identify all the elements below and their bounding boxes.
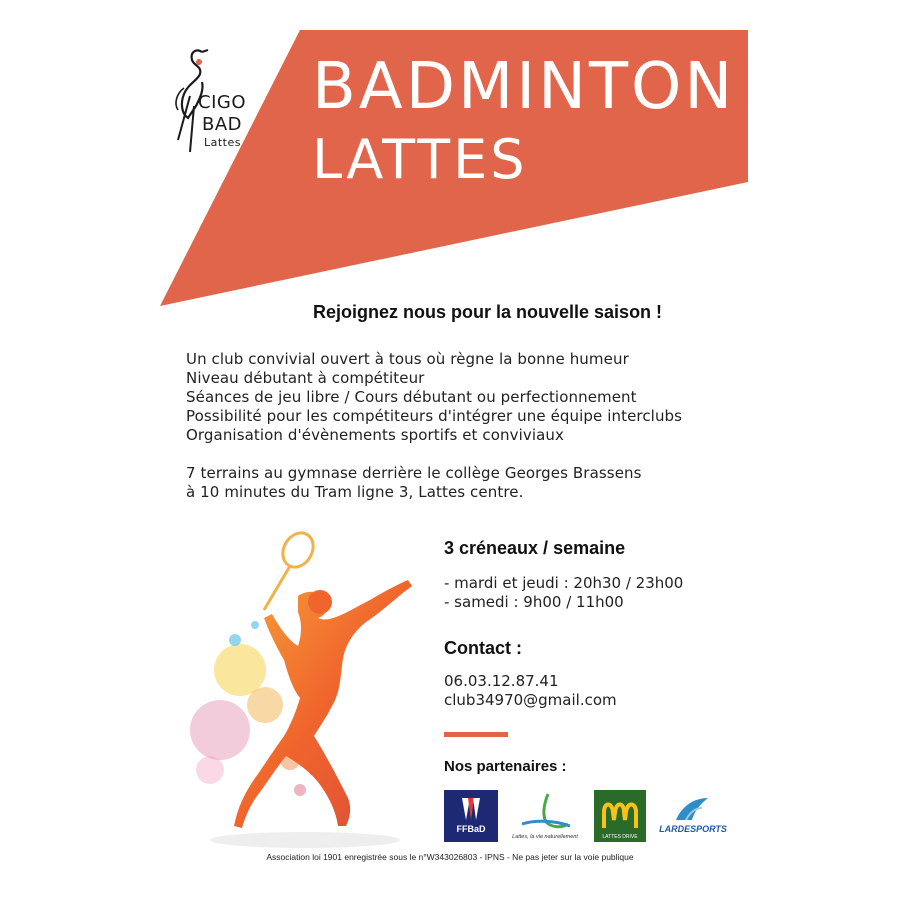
feature-line: Organisation d'évènements sportifs et conviviaux	[186, 426, 564, 444]
logo-text-line3: Lattes	[204, 136, 241, 149]
lattes-logo-icon	[508, 790, 582, 842]
partner-logo-lattes	[508, 790, 582, 842]
feature-line: Un club convivial ouvert à tous où règne la bonne humeur	[186, 350, 629, 368]
badminton-player-illustration	[180, 530, 430, 850]
location-line: 7 terrains au gymnase derrière le collège Georges Brassens	[186, 464, 642, 482]
logo-text-line1: CIGO	[198, 92, 246, 113]
location-line: à 10 minutes du Tram ligne 3, Lattes centre.	[186, 483, 524, 501]
player-silhouette	[180, 530, 430, 850]
lattes-label: Lattes, la vie naturellement	[512, 834, 578, 840]
feature-line: Niveau débutant à compétiteur	[186, 369, 425, 387]
feature-line: Séances de jeu libre / Cours débutant ou perfectionnement	[186, 388, 637, 406]
partner-logo-ffbad	[444, 790, 498, 842]
mcdonalds-logo-icon	[594, 790, 646, 842]
lardesports-logo-icon	[656, 790, 730, 842]
ffbad-label: FFBaD	[456, 824, 486, 834]
contact-email[interactable]: club34970@gmail.com	[444, 691, 617, 709]
banner-title: BADMINTON	[312, 50, 736, 124]
schedule-title: 3 créneaux / semaine	[444, 538, 626, 558]
ffbad-logo-icon	[444, 790, 498, 842]
larde-label: LARDESPORTS	[659, 824, 727, 834]
footer-legal: Association loi 1901 enregistrée sous le n°W343026803 - IPNS - Ne pas jeter sur la voie publique	[266, 852, 634, 862]
mcdo-label: LATTES DRIVE	[602, 834, 638, 840]
schedule-item: - samedi : 9h00 / 11h00	[444, 593, 624, 611]
title-banner	[160, 30, 750, 310]
partners-title: Nos partenaires :	[444, 758, 567, 775]
logo-text-line2: BAD	[202, 114, 243, 135]
partner-logo-mcdonalds	[594, 790, 646, 842]
banner-subtitle: LATTES	[312, 128, 528, 191]
partner-logo-lardesports	[656, 790, 730, 842]
schedule-item: - mardi et jeudi : 20h30 / 23h00	[444, 574, 684, 592]
contact-title: Contact :	[444, 638, 522, 658]
feature-line: Possibilité pour les compétiteurs d'intégrer une équipe interclubs	[186, 407, 683, 425]
contact-phone[interactable]: 06.03.12.87.41	[444, 672, 559, 690]
divider	[444, 732, 508, 737]
tagline: Rejoignez nous pour la nouvelle saison !	[313, 302, 663, 322]
